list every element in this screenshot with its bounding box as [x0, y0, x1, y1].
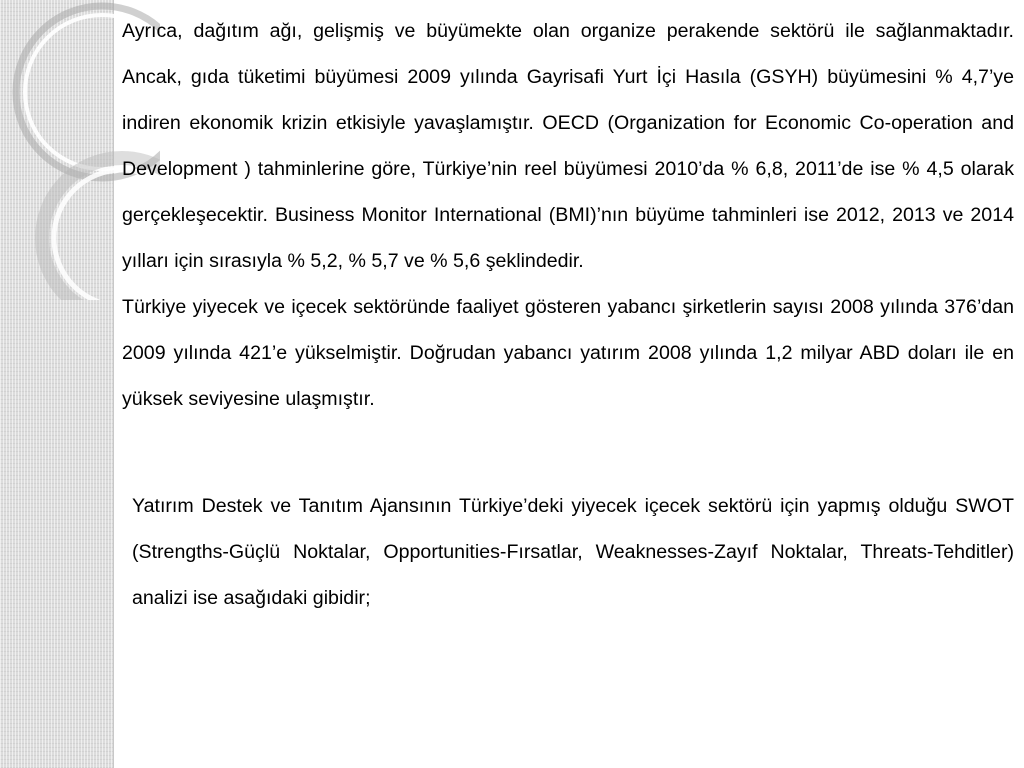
- main-text-block: [122, 8, 1014, 422]
- paragraph-economic-growth: Ayrıca, dağıtım ağı, gelişmiş ve büyümekte olan organize perakende sektörü ile sağlanmaktadır. Ancak, gıda tüketimi büyümesi 2009 yılında Gayrisafi Yurt İçi Hasıla (GSYH) büyümesini % 4,7’ye indiren ekonomik krizin etkisiyle yavaşlamıştır. OECD (Organization for Economic Co-operation and Development ) tahminlerine göre, Türkiye’nin reel büyümesi 2010’da % 6,8, 2011’de ise % 4,5 olarak gerçekleşecektir. Business Monitor International (BMI)’nın büyüme tahminleri ise 2012, 2013 ve 2014 yılları için sırasıyla % 5,2, % 5,7 ve % 5,6 şeklindedir.: [122, 20, 1014, 272]
- paragraph-swot-intro: Yatırım Destek ve Tanıtım Ajansının Türkiye’deki yiyecek içecek sektörü için yapmış olduğu SWOT (Strengths-Güçlü Noktalar, Opportunities-Fırsatlar, Weaknesses-Zayıf Noktalar, Threats-Tehditler) analizi ise asağıdaki gibidir;: [132, 495, 1014, 609]
- decorative-side-panel: [0, 0, 114, 768]
- paragraph-foreign-companies: Türkiye yiyecek ve içecek sektöründe faaliyet gösteren yabancı şirketlerin sayısı 2008 yılında 376’dan 2009 yılında 421’e yükselmiştir. Doğrudan yabancı yatırım 2008 yılında 1,2 milyar ABD doları ile en yüksek seviyesine ulaşmıştır.: [122, 296, 1014, 410]
- swot-intro-block: [132, 483, 1014, 621]
